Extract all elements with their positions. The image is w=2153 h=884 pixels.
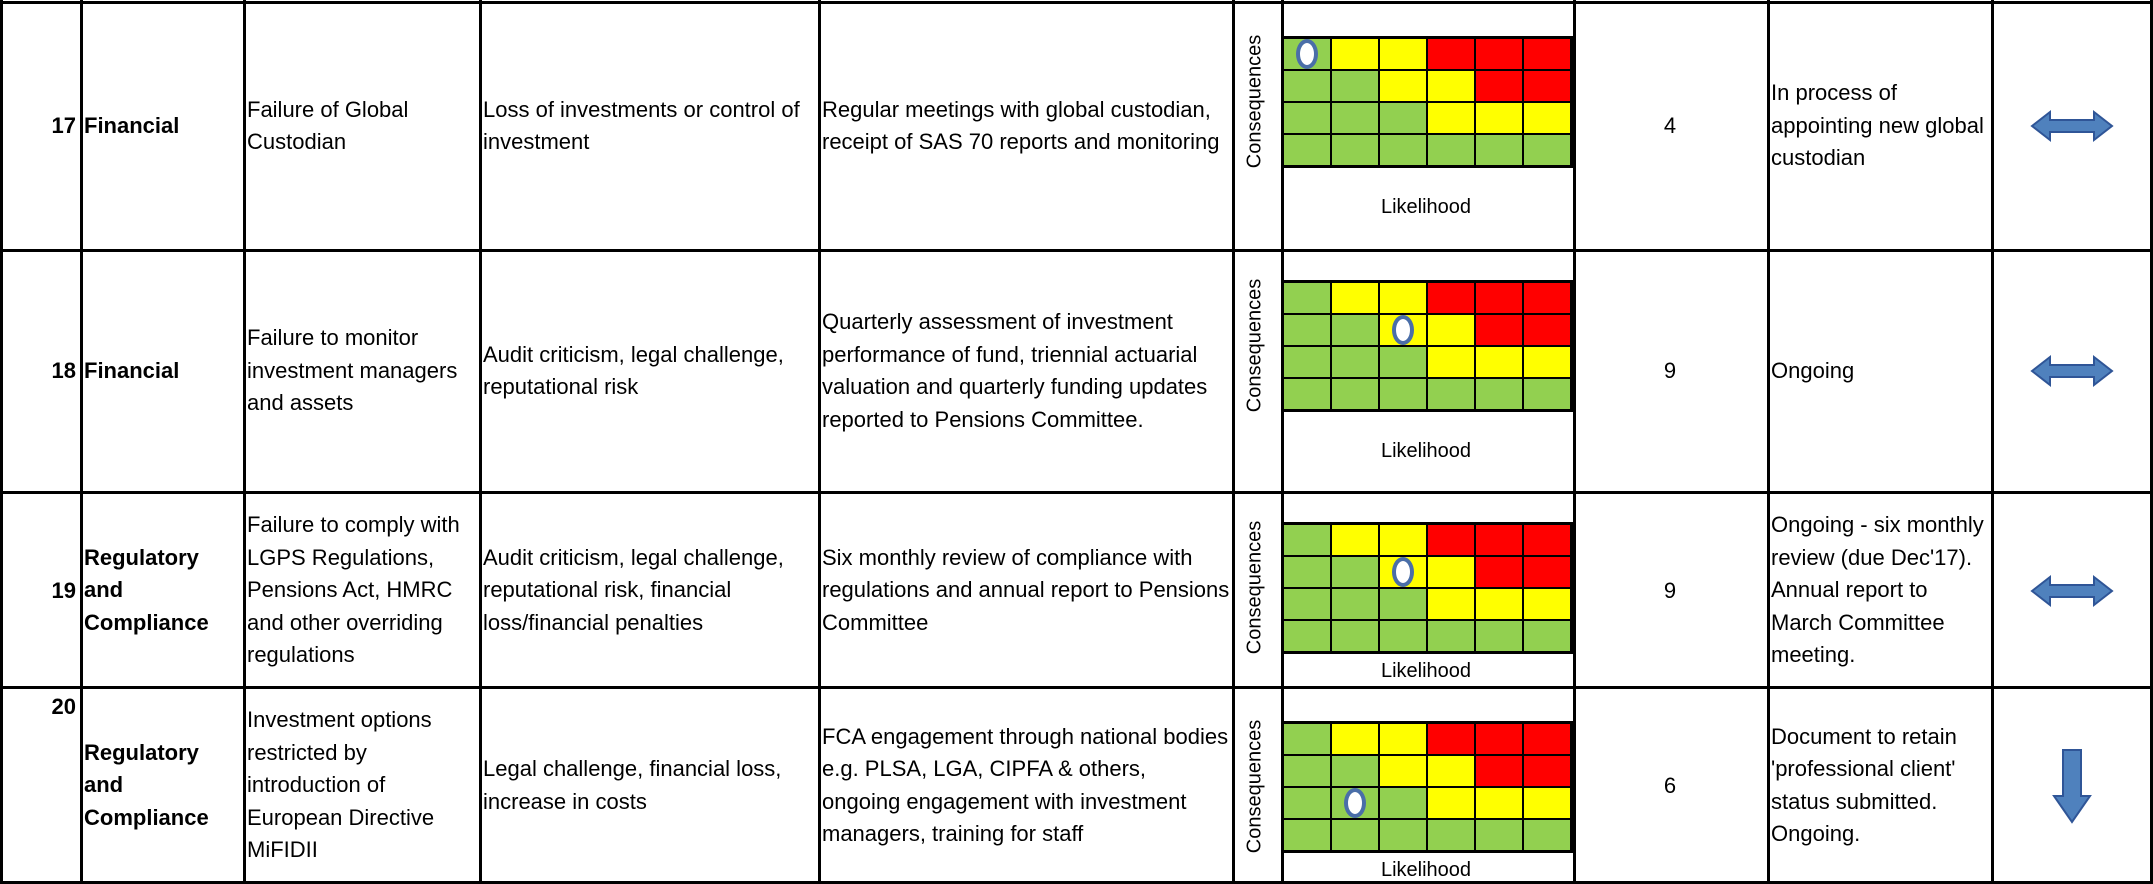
matrix-square (1475, 314, 1523, 346)
matrix-square (1523, 588, 1571, 620)
matrix-square (1379, 755, 1427, 787)
matrix-square (1283, 755, 1331, 787)
matrix-square (1475, 282, 1523, 314)
matrix-square (1427, 755, 1475, 787)
matrix-square (1331, 70, 1379, 102)
table-row (0, 688, 2153, 883)
risk-consequence (479, 688, 818, 883)
risk-category-label: Financial (84, 357, 180, 383)
matrix-square (1379, 588, 1427, 620)
matrix-square (1427, 556, 1475, 588)
risk-category (80, 3, 243, 249)
matrix-square (1475, 70, 1523, 102)
matrix-square (1523, 378, 1571, 410)
matrix-square (1523, 70, 1571, 102)
matrix-square (1427, 819, 1475, 851)
risk-score: 4 (1663, 113, 1677, 138)
matrix-square (1523, 787, 1571, 819)
row-divider (0, 686, 2153, 689)
risk-matrix-cell (1281, 493, 1573, 688)
matrix-square (1523, 723, 1571, 755)
column-divider (818, 0, 821, 883)
matrix-square (1427, 282, 1475, 314)
column-divider (243, 0, 246, 883)
risk-category-label: Regulatory and Compliance (84, 544, 209, 635)
matrix-square (1379, 102, 1427, 134)
matrix-square (1379, 787, 1427, 819)
matrix-square (1523, 620, 1571, 652)
consequences-axis-label: Consequences (1243, 278, 1265, 413)
risk-consequence-text: Audit criticism, legal challenge, reputational risk, financial loss/financial penalties (483, 544, 784, 635)
risk-consequence-text: Audit criticism, legal challenge, reputational risk (483, 341, 784, 399)
matrix-square (1523, 134, 1571, 166)
matrix-square (1475, 38, 1523, 70)
trend-cell (1991, 3, 2153, 249)
matrix-square (1283, 346, 1331, 378)
column-divider (80, 0, 83, 883)
matrix-square (1283, 787, 1331, 819)
matrix-square (1427, 378, 1475, 410)
trend-cell (1991, 688, 2153, 883)
matrix-square (1331, 134, 1379, 166)
matrix-square (1523, 282, 1571, 314)
matrix-square (1475, 102, 1523, 134)
risk-heat-matrix (1281, 280, 1573, 412)
matrix-square (1475, 346, 1523, 378)
matrix-square (1427, 588, 1475, 620)
action-status (1767, 3, 1991, 249)
row-number: 19 (51, 577, 76, 603)
table-row (0, 249, 2153, 493)
matrix-square (1283, 588, 1331, 620)
likelihood-axis-label: Likelihood (1380, 196, 1472, 218)
risk-description-text: Failure of Global Custodian (247, 96, 409, 154)
risk-matrix-cell (1281, 249, 1573, 493)
matrix-square (1475, 134, 1523, 166)
existing-controls-text: Six monthly review of compliance with regulations and annual report to Pensions Committee (822, 544, 1230, 635)
existing-controls (818, 249, 1232, 493)
risk-position-marker (1392, 557, 1414, 587)
action-status-text: In process of appointing new global custodian (1771, 80, 1984, 171)
risk-description-text: Investment options restricted by introduction of European Directive MiFIDII (247, 707, 435, 863)
matrix-square (1523, 819, 1571, 851)
action-status-text: Ongoing (1771, 357, 1855, 383)
trend-cell (1991, 493, 2153, 688)
matrix-square (1379, 346, 1427, 378)
horizontal-double-arrow-icon (2030, 354, 2114, 388)
existing-controls (818, 493, 1232, 688)
column-divider (479, 0, 482, 883)
column-divider (1281, 0, 1284, 883)
existing-controls-text: Regular meetings with global custodian, receipt of SAS 70 reports and monitoring (822, 96, 1220, 154)
matrix-square (1475, 556, 1523, 588)
row-number: 17 (51, 113, 76, 138)
risk-consequence-text: Loss of investments or control of investment (483, 96, 800, 154)
matrix-square (1379, 819, 1427, 851)
table-row (0, 3, 2153, 249)
action-status-text: Document to retain 'professional client' status submitted. Ongoing. (1771, 723, 1957, 846)
matrix-square (1331, 723, 1379, 755)
existing-controls-text: Quarterly assessment of investment performance of fund, triennial actuarial valuation and quarterly funding updates reported to Pensions Committee. (822, 309, 1208, 432)
risk-heat-matrix (1281, 522, 1573, 654)
matrix-square (1283, 723, 1331, 755)
matrix-square (1283, 70, 1331, 102)
matrix-square (1427, 102, 1475, 134)
risk-matrix-cell (1281, 688, 1573, 883)
matrix-square (1475, 755, 1523, 787)
risk-consequence (479, 3, 818, 249)
matrix-square (1331, 588, 1379, 620)
matrix-square (1475, 723, 1523, 755)
matrix-square (1523, 755, 1571, 787)
matrix-square (1379, 378, 1427, 410)
matrix-square (1331, 819, 1379, 851)
matrix-square (1427, 38, 1475, 70)
column-divider (1991, 0, 1994, 883)
down-arrow-icon (2052, 748, 2092, 824)
matrix-square (1283, 134, 1331, 166)
horizontal-double-arrow-icon (2030, 574, 2114, 608)
risk-category (80, 249, 243, 493)
risk-description (243, 249, 479, 493)
consequences-axis-label: Consequences (1243, 719, 1265, 854)
matrix-square (1427, 620, 1475, 652)
risk-consequence (479, 249, 818, 493)
risk-score: 6 (1663, 772, 1677, 798)
risk-score: 9 (1663, 577, 1677, 603)
matrix-square (1283, 102, 1331, 134)
risk-position-marker (1296, 39, 1318, 69)
matrix-square (1427, 524, 1475, 556)
row-divider (0, 1, 2153, 4)
matrix-square (1427, 787, 1475, 819)
matrix-square (1475, 524, 1523, 556)
matrix-square (1523, 38, 1571, 70)
likelihood-axis-label: Likelihood (1380, 859, 1472, 881)
matrix-square (1331, 620, 1379, 652)
risk-category-label: Financial (84, 112, 180, 138)
matrix-square (1331, 556, 1379, 588)
consequences-axis-cell (1232, 3, 1281, 249)
risk-description-text: Failure to comply with LGPS Regulations, Pensions Act, HMRC and other overriding regulations (247, 512, 460, 668)
risk-score: 9 (1663, 358, 1677, 383)
matrix-square (1331, 755, 1379, 787)
table-row (0, 493, 2153, 688)
likelihood-axis-label: Likelihood (1380, 660, 1472, 682)
matrix-square (1283, 378, 1331, 410)
risk-description-text: Failure to monitor investment managers and assets (247, 325, 458, 416)
risk-heat-matrix (1281, 721, 1573, 853)
existing-controls (818, 688, 1232, 883)
row-number: 20 (51, 694, 76, 719)
matrix-square (1283, 524, 1331, 556)
matrix-square (1283, 819, 1331, 851)
row-number: 18 (51, 358, 76, 383)
matrix-square (1379, 282, 1427, 314)
consequences-axis-label: Consequences (1243, 520, 1265, 655)
matrix-square (1283, 620, 1331, 652)
consequences-axis-cell (1232, 249, 1281, 493)
risk-category (80, 688, 243, 883)
risk-position-marker (1392, 315, 1414, 345)
matrix-square (1331, 102, 1379, 134)
risk-consequence-text: Legal challenge, financial loss, increase in costs (483, 756, 782, 814)
consequences-axis-cell (1232, 688, 1281, 883)
matrix-square (1331, 524, 1379, 556)
matrix-square (1283, 556, 1331, 588)
column-divider (1232, 0, 1235, 883)
existing-controls (818, 3, 1232, 249)
risk-category (80, 493, 243, 688)
matrix-square (1331, 282, 1379, 314)
risk-description (243, 688, 479, 883)
risk-position-marker (1344, 788, 1366, 818)
column-divider (0, 0, 3, 883)
matrix-square (1379, 70, 1427, 102)
matrix-square (1475, 620, 1523, 652)
risk-category-label: Regulatory and Compliance (84, 739, 209, 830)
matrix-square (1379, 38, 1427, 70)
action-status (1767, 688, 1991, 883)
matrix-square (1475, 378, 1523, 410)
matrix-square (1379, 723, 1427, 755)
matrix-square (1523, 314, 1571, 346)
horizontal-double-arrow-icon (2030, 109, 2114, 143)
matrix-square (1475, 787, 1523, 819)
risk-description (243, 3, 479, 249)
matrix-square (1283, 282, 1331, 314)
consequences-axis-cell (1232, 493, 1281, 688)
matrix-square (1523, 524, 1571, 556)
matrix-square (1523, 102, 1571, 134)
matrix-square (1427, 70, 1475, 102)
matrix-square (1379, 134, 1427, 166)
row-divider (0, 249, 2153, 252)
action-status (1767, 493, 1991, 688)
risk-heat-matrix (1281, 36, 1573, 168)
matrix-square (1331, 314, 1379, 346)
existing-controls-text: FCA engagement through national bodies e.g. PLSA, LGA, CIPFA & others, ongoing engagement with investment managers, training for staff (822, 723, 1229, 846)
matrix-square (1331, 346, 1379, 378)
risk-consequence (479, 493, 818, 688)
matrix-square (1331, 38, 1379, 70)
matrix-square (1523, 346, 1571, 378)
matrix-square (1475, 819, 1523, 851)
action-status (1767, 249, 1991, 493)
trend-cell (1991, 249, 2153, 493)
matrix-square (1331, 378, 1379, 410)
row-divider (0, 491, 2153, 494)
matrix-square (1427, 723, 1475, 755)
risk-matrix-cell (1281, 3, 1573, 249)
matrix-square (1427, 346, 1475, 378)
matrix-square (1379, 620, 1427, 652)
consequences-axis-label: Consequences (1243, 34, 1265, 169)
action-status-text: Ongoing - six monthly review (due Dec'17). Annual report to March Committee meeting. (1771, 512, 1984, 668)
matrix-square (1427, 314, 1475, 346)
column-divider (1573, 0, 1576, 883)
likelihood-axis-label: Likelihood (1380, 440, 1472, 462)
matrix-square (1379, 524, 1427, 556)
column-divider (1767, 0, 1770, 883)
matrix-square (1523, 556, 1571, 588)
risk-description (243, 493, 479, 688)
matrix-square (1427, 134, 1475, 166)
matrix-square (1475, 588, 1523, 620)
matrix-square (1283, 314, 1331, 346)
